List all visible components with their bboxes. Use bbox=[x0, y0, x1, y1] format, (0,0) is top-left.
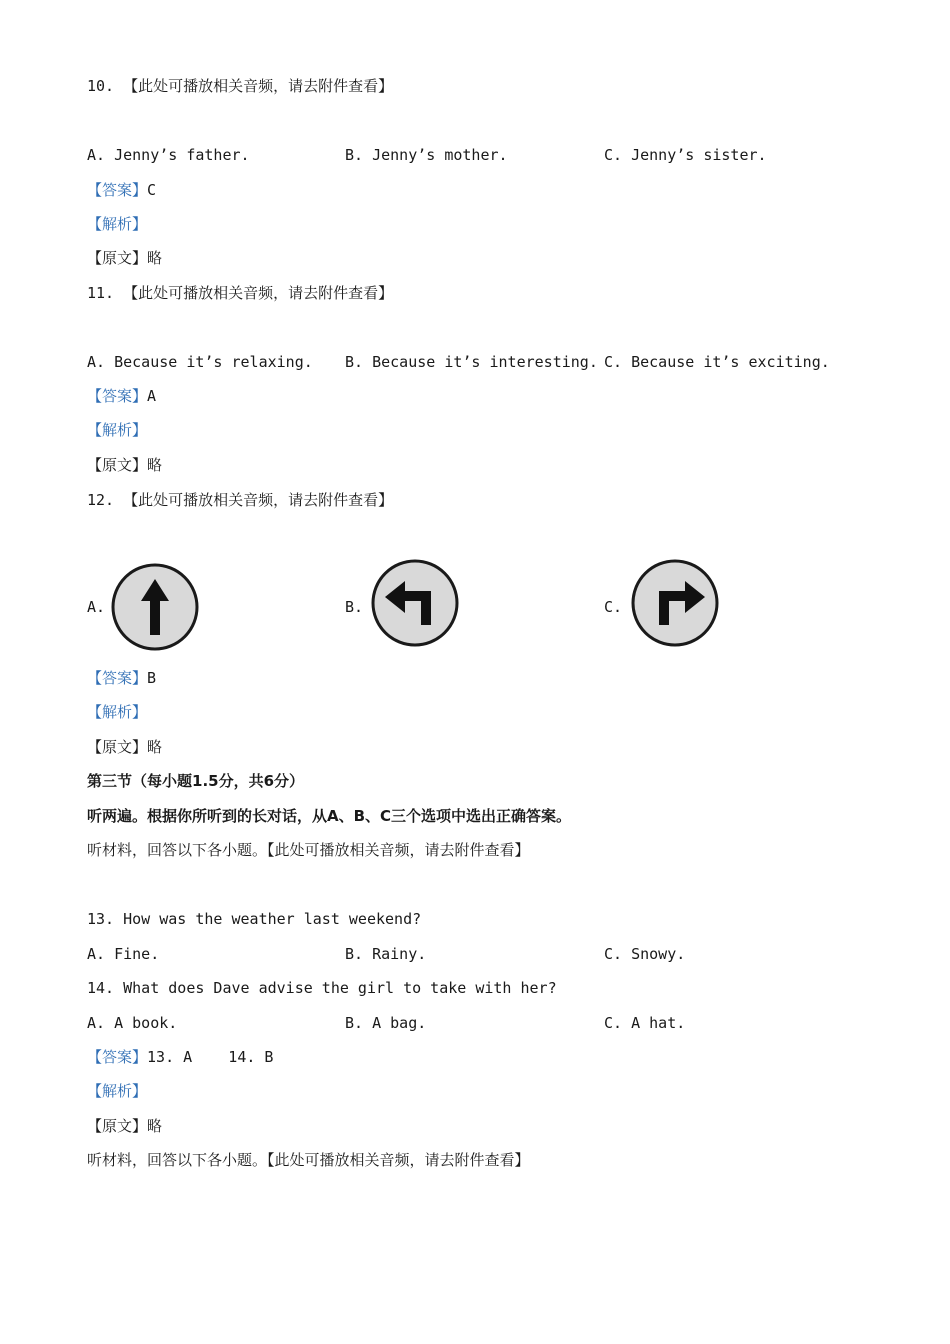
q10-original bbox=[87, 248, 162, 268]
question-11-header bbox=[87, 283, 393, 303]
q11-option-b: B. Because it’s interesting. bbox=[345, 353, 598, 371]
q13-option-b: B. Rainy. bbox=[345, 945, 427, 963]
q14-option-a: A. A book. bbox=[87, 1014, 178, 1032]
question-10-header bbox=[87, 76, 393, 96]
original-text: 略 bbox=[147, 1117, 163, 1135]
group-13-14-original bbox=[87, 1116, 162, 1136]
answer-value: C bbox=[147, 181, 157, 199]
q10-option-a: A. Jenny’s father. bbox=[87, 146, 250, 164]
group-13-14-analysis-label: 【解析】 bbox=[87, 1082, 148, 1100]
question-number: 10. bbox=[87, 77, 115, 95]
original-label: 【原文】 bbox=[87, 456, 148, 474]
q13-option-a: A. Fine. bbox=[87, 945, 160, 963]
q12-original bbox=[87, 737, 162, 757]
group-13-14-answer bbox=[87, 1047, 273, 1067]
audio-prompt: 【此处可播放相关音频，请去附件查看】 bbox=[123, 491, 394, 509]
section-title: 第三节（每小题1.5分，共6分） bbox=[87, 772, 305, 790]
arrow-up-icon bbox=[111, 563, 199, 651]
q12-option-c-label: C. bbox=[604, 598, 623, 616]
q10-option-c: C. Jenny’s sister. bbox=[604, 146, 767, 164]
answer-value: 13. A 14. B bbox=[147, 1048, 274, 1066]
q13-option-c: C. Snowy. bbox=[604, 945, 686, 963]
question-number: 12. bbox=[87, 491, 115, 509]
answer-value: A bbox=[147, 387, 157, 405]
audio-prompt: 【此处可播放相关音频，请去附件查看】 bbox=[123, 77, 394, 95]
q12-answer bbox=[87, 668, 156, 688]
original-text: 略 bbox=[147, 456, 163, 474]
q11-analysis-label: 【解析】 bbox=[87, 421, 148, 439]
material-intro: 听材料，回答以下各小题。【此处可播放相关音频，请去附件查看】 bbox=[87, 841, 530, 859]
q14-option-c: C. A hat. bbox=[604, 1014, 686, 1032]
q11-original bbox=[87, 455, 162, 475]
q12-analysis-label: 【解析】 bbox=[87, 703, 148, 721]
q11-option-a: A. Because it’s relaxing. bbox=[87, 353, 313, 371]
section-instruction: 听两遍。根据你所听到的长对话，从A、B、C三个选项中选出正确答案。 bbox=[87, 807, 572, 825]
original-label: 【原文】 bbox=[87, 738, 148, 756]
question-14: 14. What does Dave advise the girl to take with her? bbox=[87, 979, 557, 997]
answer-label: 【答案】 bbox=[87, 669, 148, 687]
q10-analysis-label: 【解析】 bbox=[87, 215, 148, 233]
audio-prompt: 【此处可播放相关音频，请去附件查看】 bbox=[123, 284, 394, 302]
q11-answer bbox=[87, 386, 156, 406]
original-text: 略 bbox=[147, 249, 163, 267]
question-12-header bbox=[87, 490, 393, 510]
original-text: 略 bbox=[147, 738, 163, 756]
q12-option-a-label: A. bbox=[87, 598, 106, 616]
turn-left-icon bbox=[371, 559, 459, 647]
original-label: 【原文】 bbox=[87, 1117, 148, 1135]
question-number: 11. bbox=[87, 284, 115, 302]
turn-right-icon bbox=[631, 559, 719, 647]
original-label: 【原文】 bbox=[87, 249, 148, 267]
q12-option-b-label: B. bbox=[345, 598, 364, 616]
q10-option-b: B. Jenny’s mother. bbox=[345, 146, 508, 164]
answer-label: 【答案】 bbox=[87, 387, 148, 405]
q11-option-c: C. Because it’s exciting. bbox=[604, 353, 830, 371]
q14-option-b: B. A bag. bbox=[345, 1014, 427, 1032]
next-material-intro: 听材料，回答以下各小题。【此处可播放相关音频，请去附件查看】 bbox=[87, 1151, 530, 1169]
answer-label: 【答案】 bbox=[87, 1048, 148, 1066]
answer-label: 【答案】 bbox=[87, 181, 148, 199]
q10-answer bbox=[87, 180, 156, 200]
question-13: 13. How was the weather last weekend? bbox=[87, 910, 422, 928]
answer-value: B bbox=[147, 669, 157, 687]
